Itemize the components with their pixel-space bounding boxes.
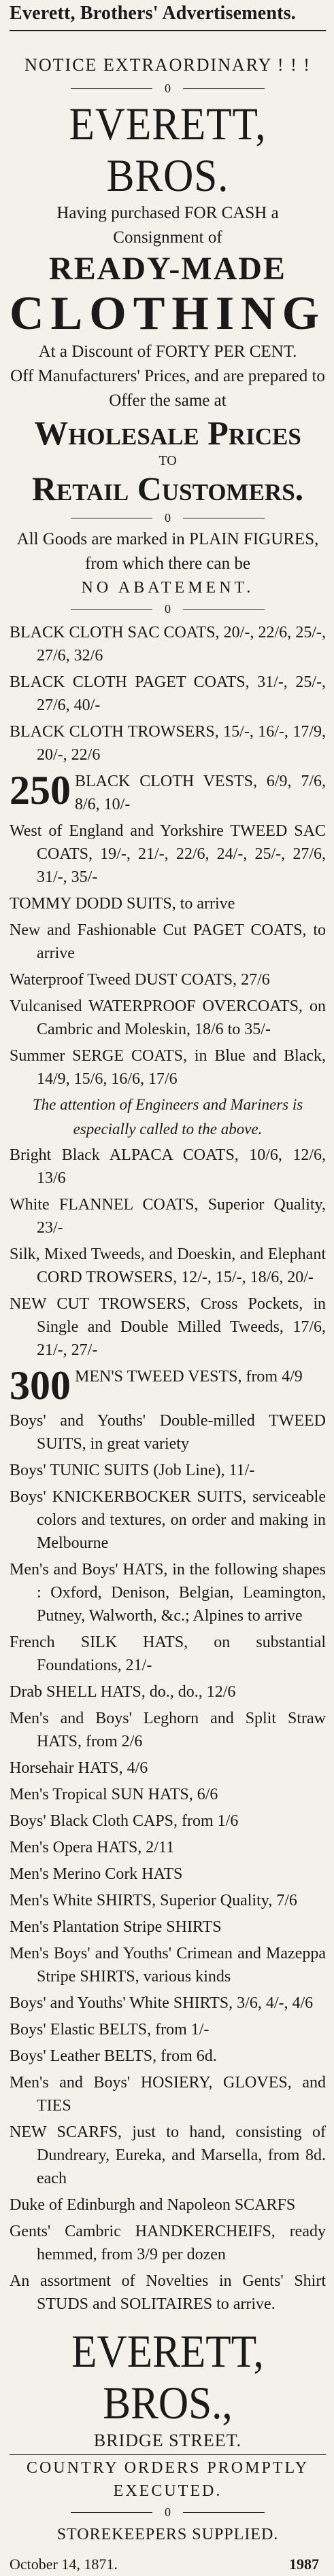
list-item: Duke of Edinburgh and Napoleon SCARFS bbox=[10, 2196, 296, 2214]
list-item: BLACK CLOTH SAC COATS, 20/-, 22/6, 25/-, 27/6, 32/6 bbox=[10, 624, 326, 665]
intro-line: Having purchased FOR CASH a Consignment of bbox=[56, 204, 279, 247]
list-item: BLACK CLOTH PAGET COATS, 31/-, 25/-, 27/6, 40/- bbox=[10, 673, 326, 714]
footer-firm-name: EVERETT, BROS., bbox=[71, 2325, 264, 2429]
separator-mark: 0 bbox=[165, 82, 171, 95]
discount-line: At a Discount of FORTY PER CENT. bbox=[38, 342, 297, 361]
ready-made-heading: READY-MADE bbox=[49, 251, 286, 287]
list-item: Boys' and Youths' White SHIRTS, 3/6, 4/-, 4/6 bbox=[10, 1994, 314, 2012]
clothing-heading: CLOTHING bbox=[10, 287, 327, 340]
list-item-tweed-vests bbox=[10, 1365, 326, 1406]
list-item: Boys' and Youths' Double-milled TWEED SUITS, in great variety bbox=[10, 1412, 326, 1453]
list-item: Men's Opera HATS, 2/11 bbox=[10, 1839, 175, 1856]
item-list bbox=[10, 621, 326, 2316]
country-orders: COUNTRY ORDERS PROMPTLY EXECUTED. bbox=[26, 2459, 310, 2500]
separator-mark: 0 bbox=[165, 602, 171, 616]
list-item: An assortment of Novelties in Gents' Shirt STUDS and SOLITAIRES to arrive. bbox=[10, 2272, 326, 2313]
publication-date: October 14, 1871. bbox=[10, 2556, 118, 2573]
item-text: MEN'S TWEED VESTS, from 4/9 bbox=[75, 1368, 303, 1386]
wholesale-heading: Wholesale Prices bbox=[34, 414, 301, 452]
list-item: Gents' Cambric HANDKERCHEIFS, ready hemmed, from 3/9 per dozen bbox=[10, 2223, 326, 2263]
quantity-number: 250 bbox=[10, 768, 71, 813]
list-item: Men's Merino Cork HATS bbox=[10, 1865, 183, 1883]
page-header: Everett, Brothers' Advertisements. bbox=[10, 3, 297, 24]
list-item: Boys' Black Cloth CAPS, from 1/6 bbox=[10, 1812, 239, 1830]
list-item: Horsehair HATS, 4/6 bbox=[10, 1759, 148, 1777]
plain-figures-line: All Goods are marked in PLAIN FIGURES, bbox=[16, 530, 319, 548]
list-item-vests bbox=[10, 770, 326, 816]
separator bbox=[10, 2505, 326, 2519]
engineers-note: The attention of Engineers and Mariners is bbox=[32, 1096, 303, 1113]
list-item: Summer SERGE COATS, in Blue and Black, 14/9, 15/6, 16/6, 17/6 bbox=[10, 1047, 326, 1088]
offer-line: Offer the same at bbox=[109, 391, 227, 410]
list-item: Men's Plantation Stripe SHIRTS bbox=[10, 1918, 222, 1936]
list-item: Waterproof Tweed DUST COATS, 27/6 bbox=[10, 971, 270, 989]
list-item: West of England and Yorkshire TWEED SAC COATS, 19/-, 21/-, 22/6, 24/-, 25/-, 27/6, 31/-, 35/- bbox=[10, 822, 326, 886]
list-item: Bright Black ALPACA COATS, 10/6, 12/6, 13/6 bbox=[10, 1146, 326, 1187]
retail-heading: Retail Customers. bbox=[31, 470, 304, 508]
footer-rule bbox=[10, 2454, 326, 2455]
off-prices-line: Off Manufacturers' Prices, and are prepared to bbox=[10, 367, 325, 385]
header-rule bbox=[10, 30, 326, 31]
plain-figures-line-2: from which there can be bbox=[85, 554, 250, 573]
dateline bbox=[10, 2553, 326, 2576]
storekeepers-supplied: STOREKEEPERS SUPPLIED. bbox=[56, 2526, 279, 2543]
list-item: NEW SCARFS, just to hand, consisting of Dundreary, Eureka, and Marsella, from 8d. each bbox=[10, 2123, 326, 2187]
ad-number: 1987 bbox=[289, 2556, 319, 2573]
list-item: Men's Tropical SUN HATS, 6/6 bbox=[10, 1786, 218, 1803]
list-item: Boys' Leather BELTS, from 6d. bbox=[10, 2047, 217, 2065]
list-item: TOMMY DODD SUITS, to arrive bbox=[10, 895, 235, 913]
list-item: Boys' Elastic BELTS, from 1/- bbox=[10, 2021, 210, 2039]
list-item: Boys' TUNIC SUITS (Job Line), 11/- bbox=[10, 1462, 255, 1479]
separator-mark: 0 bbox=[165, 2505, 171, 2519]
list-item: Boys' KNICKERBOCKER SUITS, serviceable colors and textures, on order and making in Melbourne bbox=[10, 1488, 326, 1552]
list-item: Men's White SHIRTS, Superior Quality, 7/6 bbox=[10, 1892, 297, 1909]
item-text: BLACK CLOTH VESTS, 6/9, 7/6, 8/6, 10/- bbox=[75, 773, 326, 813]
no-abatement: NO ABATEMENT. bbox=[81, 579, 254, 597]
list-item: Men's and Boys' Leghorn and Split Straw HATS, from 2/6 bbox=[10, 1710, 326, 1750]
engineers-note-2: especially called to the above. bbox=[73, 1121, 263, 1137]
street-address: BRIDGE STREET. bbox=[93, 2431, 242, 2450]
separator bbox=[10, 511, 326, 525]
list-item: Men's and Boys' HOSIERY, GLOVES, and TIES bbox=[10, 2074, 326, 2115]
list-item: New and Fashionable Cut PAGET COATS, to arrive bbox=[10, 921, 326, 962]
list-item: NEW CUT TROWSERS, Cross Pockets, in Single and Double Milled Tweeds, 17/6, 21/-, 27/- bbox=[10, 1295, 326, 1359]
quantity-number: 300 bbox=[10, 1363, 71, 1408]
list-item: Drab SHELL HATS, do., do., 12/6 bbox=[10, 1683, 236, 1701]
separator-mark: 0 bbox=[165, 511, 171, 525]
list-item: Men's and Boys' HATS, in the following shapes : Oxford, Denison, Belgian, Leamington, Putney, Walworth, &c.; Alpines to arrive bbox=[10, 1561, 326, 1625]
list-item: French SILK HATS, on substantial Foundations, 21/- bbox=[10, 1634, 326, 1674]
list-item: White FLANNEL COATS, Superior Quality, 23/- bbox=[10, 1196, 326, 1237]
firm-name: EVERETT, BROS. bbox=[69, 98, 267, 201]
list-item: Vulcanised WATERPROOF OVERCOATS, on Cambric and Moleskin, 18/6 to 35/- bbox=[10, 998, 326, 1038]
notice-headline: NOTICE EXTRAORDINARY ! ! ! bbox=[24, 55, 311, 75]
list-item: Silk, Mixed Tweeds, and Doeskin, and Elephant CORD TROWSERS, 12/-, 15/-, 18/6, 20/- bbox=[10, 1246, 326, 1286]
separator bbox=[10, 602, 326, 616]
separator bbox=[10, 82, 326, 95]
to-line: TO bbox=[158, 453, 177, 468]
list-item: Men's Boys' and Youths' Crimean and Mazeppa Stripe SHIRTS, various kinds bbox=[10, 1945, 326, 1986]
list-item: BLACK CLOTH TROWSERS, 15/-, 16/-, 17/9, 20/-, 22/6 bbox=[10, 723, 326, 764]
